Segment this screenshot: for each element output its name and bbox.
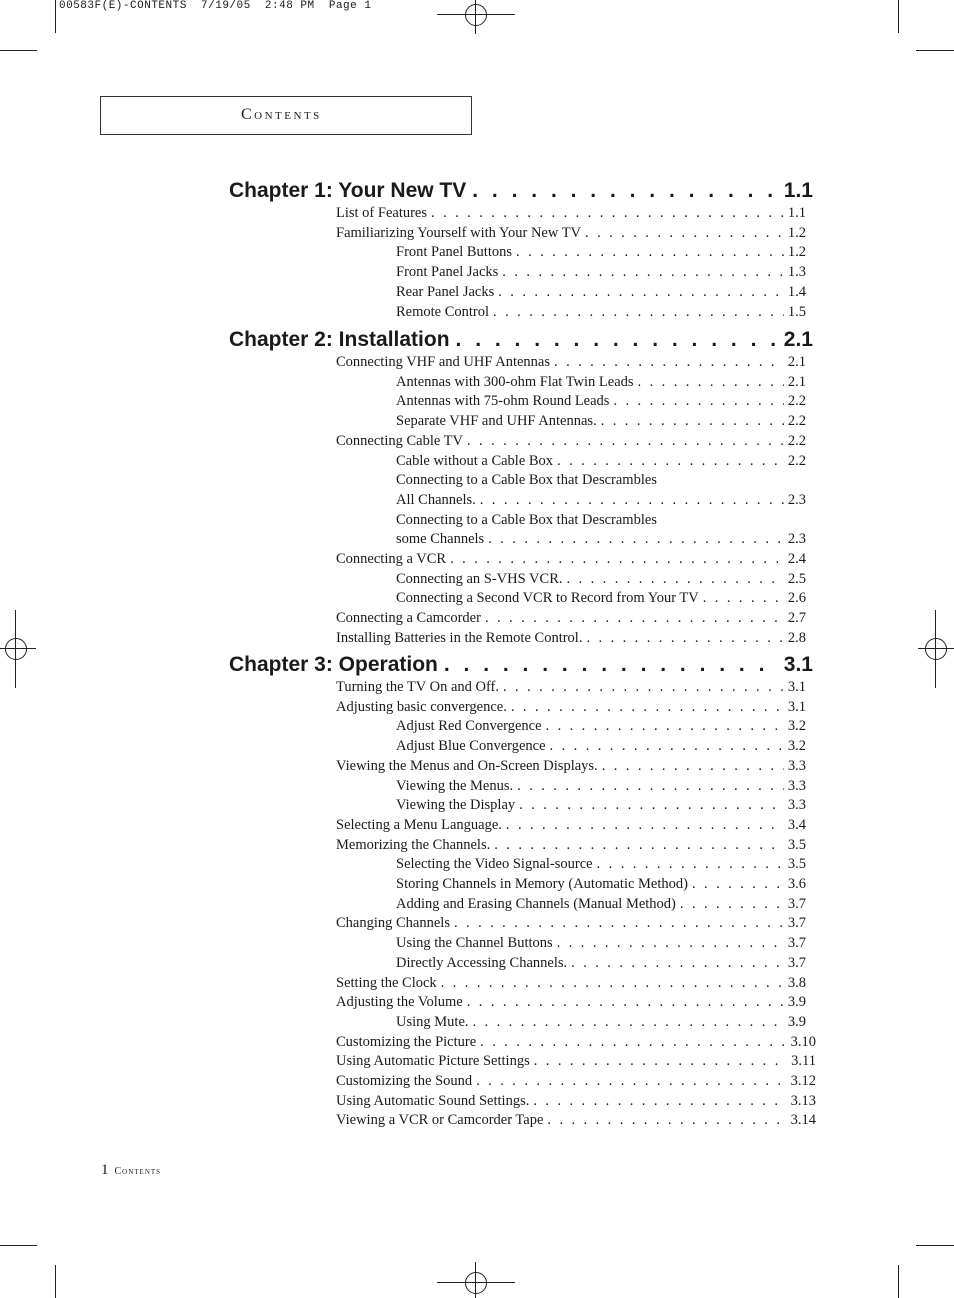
toc-entry-title: Connecting to a Cable Box that Descrambles <box>396 511 657 528</box>
chapter-title: Chapter 3: Operation <box>229 653 438 676</box>
dot-leader <box>586 629 783 648</box>
crop-mark <box>55 0 56 33</box>
toc-entry-title: Connecting a Second VCR to Record from Your TV <box>396 590 699 607</box>
toc-entry-title: All Channels. <box>396 491 476 508</box>
toc-entry-page: 3.3 <box>787 777 806 794</box>
toc-entry-page: 2.2 <box>787 393 806 410</box>
chapter-page: 1.1 <box>783 179 813 202</box>
dot-leader <box>456 327 778 353</box>
crop-mark <box>898 0 899 33</box>
dot-leader <box>503 678 784 697</box>
dot-leader <box>498 283 784 302</box>
dot-leader <box>472 178 778 204</box>
toc-entry-title: Viewing the Display <box>396 797 516 814</box>
toc-entry-page: 2.4 <box>787 551 806 567</box>
toc-entry[interactable] <box>336 1072 816 1091</box>
toc-entry-page: 3.2 <box>787 718 806 735</box>
toc-entry-title: Separate VHF and UHF Antennas. <box>396 413 597 430</box>
toc-entry[interactable] <box>336 609 806 628</box>
crop-mark <box>437 1282 515 1283</box>
toc-entry[interactable] <box>336 757 806 776</box>
toc-entry-page: 3.11 <box>791 1053 816 1070</box>
toc-entry[interactable] <box>336 550 806 569</box>
toc-entry[interactable] <box>396 283 806 302</box>
toc-entry[interactable] <box>396 263 806 282</box>
toc-entry-page: 2.8 <box>787 629 806 646</box>
toc-entry[interactable] <box>336 698 806 717</box>
crop-mark <box>475 1262 476 1298</box>
toc-entry[interactable] <box>396 1013 806 1032</box>
toc-entry-title: Cable without a Cable Box <box>396 452 554 469</box>
toc-entry[interactable] <box>396 511 806 530</box>
toc-entry-title: Antennas with 300-ohm Flat Twin Leads <box>396 373 634 390</box>
toc-entry-title: some Channels <box>396 531 485 548</box>
chapter-title: Chapter 2: Installation <box>229 328 450 351</box>
toc-entry[interactable] <box>336 974 806 993</box>
toc-entry-title: Connecting to a Cable Box that Descrambles <box>396 472 657 489</box>
toc-entry-page: 1.5 <box>787 303 806 320</box>
crop-mark <box>55 1265 56 1298</box>
dot-leader <box>506 816 784 835</box>
dot-leader <box>493 303 784 322</box>
toc-entry-page: 3.9 <box>787 994 806 1011</box>
toc-entry-page: 1.3 <box>787 264 806 281</box>
section-header-title: Contents <box>241 106 322 123</box>
dot-leader <box>519 796 784 815</box>
toc-entry[interactable] <box>336 678 806 697</box>
toc-entry-title: List of Features <box>336 205 428 221</box>
toc-entry-page: 2.1 <box>787 373 806 390</box>
toc-entry-page: 3.7 <box>787 954 806 971</box>
dot-leader <box>692 875 784 894</box>
toc-entry[interactable] <box>396 491 806 510</box>
dot-leader <box>480 491 784 510</box>
page-footer <box>101 1162 161 1179</box>
toc-entry-page: 1.1 <box>787 205 806 221</box>
crop-mark <box>437 14 515 15</box>
toc-entry-page: 2.2 <box>787 452 806 469</box>
dot-leader <box>557 452 784 471</box>
toc-entry-page: 3.1 <box>787 679 806 695</box>
toc-entry-page: 3.7 <box>787 915 806 932</box>
toc-entry-page: 2.3 <box>787 531 806 548</box>
crop-mark <box>916 1245 954 1246</box>
toc-entry-title: Using Mute. <box>396 1013 469 1030</box>
toc-entry-page: 3.10 <box>790 1033 816 1050</box>
toc-entry-title: Remote Control <box>396 303 490 320</box>
chapter-heading[interactable] <box>229 652 813 678</box>
toc-entry[interactable] <box>336 1111 816 1130</box>
toc-entry[interactable] <box>396 373 806 392</box>
toc-entry-title: Changing Channels <box>336 915 450 932</box>
toc-entry[interactable] <box>336 204 806 223</box>
toc-entry[interactable] <box>336 1052 816 1071</box>
toc-entry[interactable] <box>336 993 806 1012</box>
toc-entry-page: 3.9 <box>787 1013 806 1030</box>
toc-entry[interactable] <box>396 934 806 953</box>
dot-leader <box>444 652 778 678</box>
toc-entry[interactable] <box>336 836 806 855</box>
toc-entry-title: Using the Channel Buttons <box>396 935 553 952</box>
dot-leader <box>601 412 784 431</box>
dot-leader <box>533 1092 786 1111</box>
dot-leader <box>602 757 784 776</box>
toc-entry-title: Customizing the Picture <box>336 1033 477 1050</box>
toc-entry-title: Adjusting basic convergence. <box>336 698 507 715</box>
toc-entry[interactable] <box>396 303 806 322</box>
dot-leader <box>546 717 784 736</box>
toc-entry-title: Turning the TV On and Off. <box>336 679 499 695</box>
toc-entry[interactable] <box>396 737 806 756</box>
toc-entry-title: Connecting a VCR <box>336 551 447 567</box>
toc-entry-page: 3.7 <box>787 895 806 912</box>
toc-entry[interactable] <box>336 353 806 372</box>
toc-entry-title: Setting the Clock <box>336 974 437 991</box>
toc-entry-title: Connecting Cable TV <box>336 432 463 449</box>
toc-entry[interactable] <box>396 875 806 894</box>
dot-leader <box>476 1072 786 1091</box>
toc-entry-title: Rear Panel Jacks <box>396 283 495 300</box>
toc-entry-title: Selecting the Video Signal-source <box>396 856 593 873</box>
crop-mark <box>15 610 16 688</box>
chapter-heading[interactable] <box>229 327 813 353</box>
toc-entry-title: Front Panel Jacks <box>396 264 499 281</box>
toc-entry-page: 2.2 <box>787 413 806 430</box>
toc-entry[interactable] <box>396 895 806 914</box>
toc-entry-page: 3.4 <box>787 816 806 833</box>
toc-entry-page: 2.3 <box>787 491 806 508</box>
registration-mark-icon <box>465 4 487 26</box>
toc-entry-title: Adjust Blue Convergence <box>396 738 546 755</box>
dot-leader <box>585 224 784 243</box>
toc-entry-title: Customizing the Sound <box>336 1073 473 1089</box>
dot-leader <box>703 589 784 608</box>
toc-entry[interactable] <box>336 224 806 243</box>
registration-mark-icon <box>5 638 27 660</box>
toc-entry[interactable] <box>396 796 806 815</box>
dot-leader <box>516 243 784 262</box>
toc-entry[interactable] <box>336 629 806 648</box>
dot-leader <box>485 609 784 628</box>
toc-entry-page: 3.5 <box>787 836 806 853</box>
toc-entry-title: Adjust Red Convergence <box>396 718 542 735</box>
toc-entry-page: 1.4 <box>787 283 806 300</box>
toc-entry-title: Using Automatic Sound Settings. <box>336 1092 530 1109</box>
toc-entry-page: 3.6 <box>787 876 806 892</box>
footer-label: Contents <box>114 1166 162 1177</box>
toc-entry-title: Antennas with 75-ohm Round Leads <box>396 393 610 410</box>
toc-entry-page: 2.6 <box>787 590 806 607</box>
toc-entry-title: Adjusting the Volume <box>336 994 463 1011</box>
toc-entry[interactable] <box>336 1092 816 1111</box>
toc-entry-page: 3.2 <box>787 738 806 755</box>
crop-mark <box>0 1245 37 1246</box>
toc-entry-page: 1.2 <box>787 224 806 241</box>
toc-entry[interactable] <box>336 914 806 933</box>
print-slug: 00583F(E)-CONTENTS 7/19/05 2:48 PM Page 1 <box>59 0 372 12</box>
toc-entry[interactable] <box>336 816 806 835</box>
toc-entry[interactable] <box>396 855 806 874</box>
toc-entry-title: Connecting an S-VHS VCR. <box>396 570 563 587</box>
dot-leader <box>480 1033 786 1052</box>
dot-leader <box>473 1013 784 1032</box>
toc-entry-page: 2.2 <box>787 432 806 449</box>
dot-leader <box>597 855 784 874</box>
dot-leader <box>571 954 784 973</box>
toc-entry[interactable] <box>396 530 806 549</box>
dot-leader <box>534 1052 787 1071</box>
toc-entry-page: 3.7 <box>787 935 806 952</box>
toc-entry[interactable] <box>396 777 806 796</box>
dot-leader <box>450 550 784 569</box>
toc-entry[interactable] <box>396 471 806 490</box>
toc-entry-title: Using Automatic Picture Settings <box>336 1053 530 1070</box>
toc-entry-title: Adding and Erasing Channels (Manual Method) <box>396 895 676 912</box>
toc-entry-page: 3.8 <box>787 974 806 991</box>
crop-mark <box>0 50 37 51</box>
crop-mark <box>0 648 36 649</box>
dot-leader <box>547 1111 786 1130</box>
toc-entry-title: Storing Channels in Memory (Automatic Method) <box>396 876 688 892</box>
dot-leader <box>638 373 784 392</box>
dot-leader <box>554 353 784 372</box>
toc-entry-page: 2.1 <box>787 354 806 370</box>
toc-entry[interactable] <box>396 570 806 589</box>
toc-entry-page: 3.5 <box>787 856 806 873</box>
toc-entry-page: 2.7 <box>787 610 806 627</box>
crop-mark <box>916 50 954 51</box>
toc-entry-title: Connecting a Camcorder <box>336 610 481 627</box>
toc-entry-title: Installing Batteries in the Remote Control. <box>336 629 583 646</box>
toc-entry-title: Connecting VHF and UHF Antennas <box>336 354 551 370</box>
dot-leader <box>680 895 784 914</box>
chapter-title: Chapter 1: Your New TV <box>229 179 467 202</box>
toc-entry[interactable] <box>396 717 806 736</box>
toc-entry-title: Viewing the Menus. <box>396 777 514 794</box>
dot-leader <box>557 934 784 953</box>
crop-mark <box>898 1265 899 1298</box>
toc-entry-page: 2.5 <box>787 570 806 587</box>
chapter-page: 2.1 <box>783 328 813 351</box>
dot-leader <box>494 836 784 855</box>
toc-entry-title: Directly Accessing Channels. <box>396 954 568 971</box>
dot-leader <box>441 974 784 993</box>
toc-entry-page: 3.14 <box>790 1112 816 1129</box>
toc-entry[interactable] <box>336 1033 816 1052</box>
toc-entry[interactable] <box>396 412 806 431</box>
toc-entry-page: 3.12 <box>790 1073 816 1089</box>
dot-leader <box>488 530 784 549</box>
chapter-page: 3.1 <box>783 653 813 676</box>
dot-leader <box>431 204 784 223</box>
dot-leader <box>502 263 784 282</box>
dot-leader <box>467 993 784 1012</box>
toc-entry-page: 3.13 <box>790 1092 816 1109</box>
dot-leader <box>517 777 784 796</box>
toc-entry-page: 1.2 <box>787 244 806 261</box>
toc-entry-page: 3.1 <box>787 698 806 715</box>
dot-leader <box>567 570 784 589</box>
toc-entry-title: Familiarizing Yourself with Your New TV <box>336 224 582 241</box>
crop-mark <box>935 610 936 688</box>
toc-entry-title: Viewing a VCR or Camcorder Tape <box>336 1112 544 1129</box>
registration-mark-icon <box>925 638 947 660</box>
dot-leader <box>454 914 784 933</box>
page-number: 1 <box>101 1162 109 1178</box>
toc-entry[interactable] <box>396 589 806 608</box>
chapter-heading[interactable] <box>229 178 813 204</box>
dot-leader <box>467 432 784 451</box>
toc-entry[interactable] <box>336 432 806 451</box>
dot-leader <box>613 392 783 411</box>
toc-entry-title: Memorizing the Channels. <box>336 836 491 853</box>
toc-entry[interactable] <box>396 243 806 262</box>
toc-entry-title: Viewing the Menus and On-Screen Displays. <box>336 757 598 774</box>
toc-entry[interactable] <box>396 452 806 471</box>
toc-entry-title: Selecting a Menu Language. <box>336 816 502 833</box>
registration-mark-icon <box>465 1272 487 1294</box>
crop-mark <box>918 648 954 649</box>
dot-leader <box>511 698 784 717</box>
toc-entry[interactable] <box>396 954 806 973</box>
toc-entry-page: 3.3 <box>787 757 806 774</box>
section-header-box <box>100 96 472 135</box>
toc-entry-page: 3.3 <box>787 797 806 814</box>
toc-entry[interactable] <box>396 392 806 411</box>
toc-entry-title: Front Panel Buttons <box>396 244 513 261</box>
crop-mark <box>475 0 476 34</box>
dot-leader <box>550 737 784 756</box>
